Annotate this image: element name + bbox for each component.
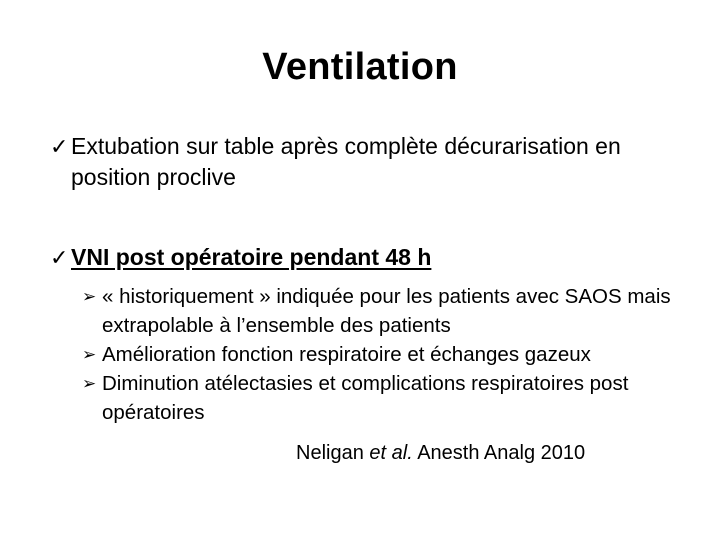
- bullet-text: VNI post opératoire pendant 48 h: [71, 244, 432, 270]
- sub-bullet-list: [82, 282, 692, 427]
- sub-bullet-text: Diminution atélectasies et complications respiratoires post opératoires: [102, 372, 629, 424]
- sub-bullet-text: Amélioration fonction respiratoire et échanges gazeux: [102, 343, 591, 366]
- checkmark-icon: ✓: [50, 134, 69, 159]
- sub-bullet-diminution: [82, 369, 692, 427]
- bullet-vni: [50, 242, 690, 273]
- sub-bullet-amelioration: [82, 340, 692, 369]
- arrow-bullet-icon: ➢: [82, 374, 97, 393]
- citation-author: Neligan: [296, 442, 364, 464]
- arrow-bullet-icon: ➢: [82, 345, 97, 364]
- sub-bullet-text: « historiquement » indiquée pour les patients avec SAOS mais extrapolable à l’ensemble des patients: [102, 285, 671, 337]
- sub-bullet-historiquement: [82, 282, 692, 340]
- bullet-text: Extubation sur table après complète décurarisation en position proclive: [71, 133, 621, 190]
- bullet-extubation: [50, 131, 690, 193]
- checkmark-icon: ✓: [50, 245, 69, 270]
- citation-source: Anesth Analg 2010: [417, 442, 586, 464]
- arrow-bullet-icon: ➢: [82, 287, 97, 306]
- citation-etal: et al.: [369, 442, 413, 464]
- citation: [296, 439, 585, 467]
- slide-title: Ventilation: [262, 46, 458, 88]
